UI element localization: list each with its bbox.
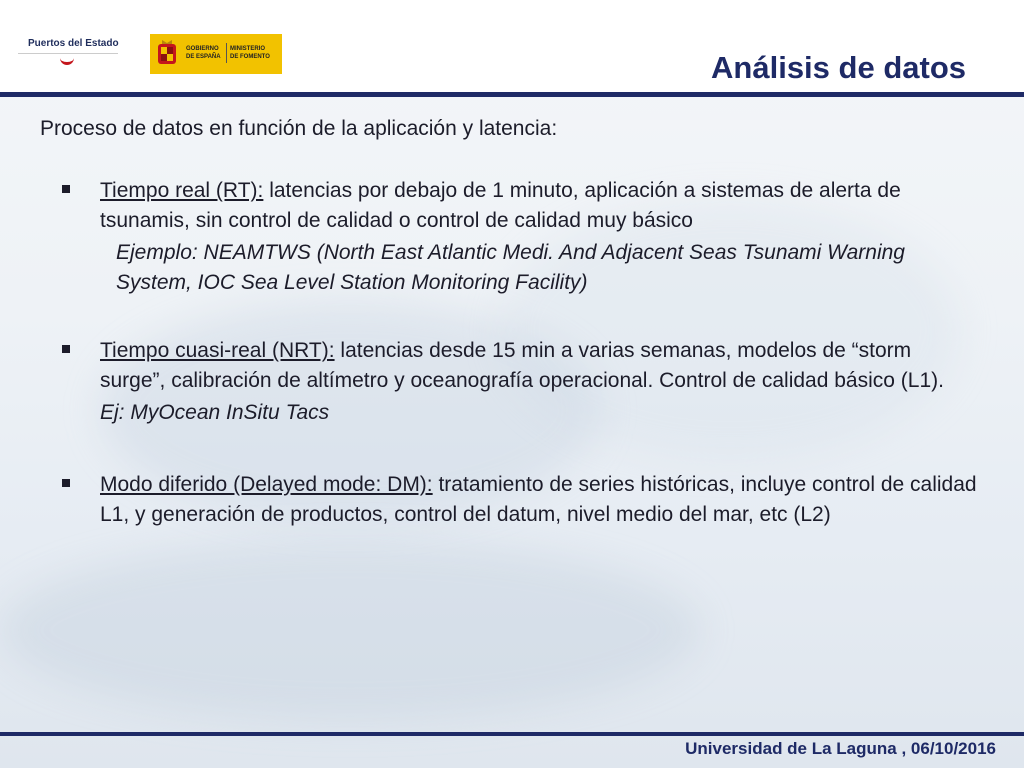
gobierno-text	[186, 45, 221, 61]
bullet-description: latencias desde 15 min a varias semanas, modelos de “storm surge”, calibración de altímetro y oceanografía operacional. Control de calidad básico (L1).	[100, 339, 944, 392]
example-rt: Ejemplo: NEAMTWS (North East Atlantic Medi. And Adjacent Seas Tsunami Warning System, IOC Sea Level Station Monitoring Facility)	[116, 241, 905, 294]
bullet-description: latencias por debajo de 1 minuto, aplicación a sistemas de alerta de tsunamis, sin control de calidad o control de calidad muy básico	[100, 179, 901, 232]
gobierno-line-2: DE ESPAÑA	[186, 54, 221, 60]
bullet-text	[100, 176, 982, 236]
puertos-wave-icon	[60, 56, 74, 65]
ministerio-line-1: MINISTERIO	[230, 46, 266, 52]
background-wave	[0, 540, 700, 720]
intro-text: Proceso de datos en función de la aplicación y latencia:	[40, 117, 558, 140]
slide-header	[0, 0, 1024, 96]
bullet-label: Modo diferido (Delayed mode: DM):	[100, 473, 433, 496]
example-nrt: Ej: MyOcean InSitu Tacs	[100, 401, 330, 424]
bullet-item-rt	[62, 176, 982, 236]
bullet-text	[100, 336, 982, 396]
bullet-list	[62, 176, 982, 530]
puertos-logo-text: Puertos del Estado	[28, 38, 119, 49]
bullet-label: Tiempo real (RT):	[100, 179, 264, 202]
bullet-item-nrt	[62, 336, 982, 396]
footer-text: Universidad de La Laguna , 06/10/2016	[685, 739, 996, 758]
footer-rule	[0, 732, 1024, 736]
ministerio-line-2: DE FOMENTO	[230, 54, 270, 60]
slide-title: Análisis de datos	[711, 50, 966, 85]
bullet-item-dm	[62, 470, 982, 530]
square-bullet-icon	[62, 479, 70, 487]
spain-coat-of-arms-icon	[156, 38, 178, 68]
ministerio-text	[230, 45, 270, 61]
logo-divider	[18, 53, 118, 54]
square-bullet-icon	[62, 345, 70, 353]
square-bullet-icon	[62, 185, 70, 193]
puertos-del-estado-logo	[18, 38, 118, 68]
title-underline	[0, 92, 1024, 97]
gobierno-line-1: GOBIERNO	[186, 46, 219, 52]
gobierno-espana-logo	[150, 34, 282, 74]
bullet-text	[100, 470, 982, 530]
logo-separator	[226, 43, 227, 63]
bullet-description: tratamiento de series históricas, incluye control de calidad L1, y generación de productos, control del datum, nivel medio del mar, etc (L2)	[100, 473, 977, 526]
bullet-label: Tiempo cuasi-real (NRT):	[100, 339, 335, 362]
